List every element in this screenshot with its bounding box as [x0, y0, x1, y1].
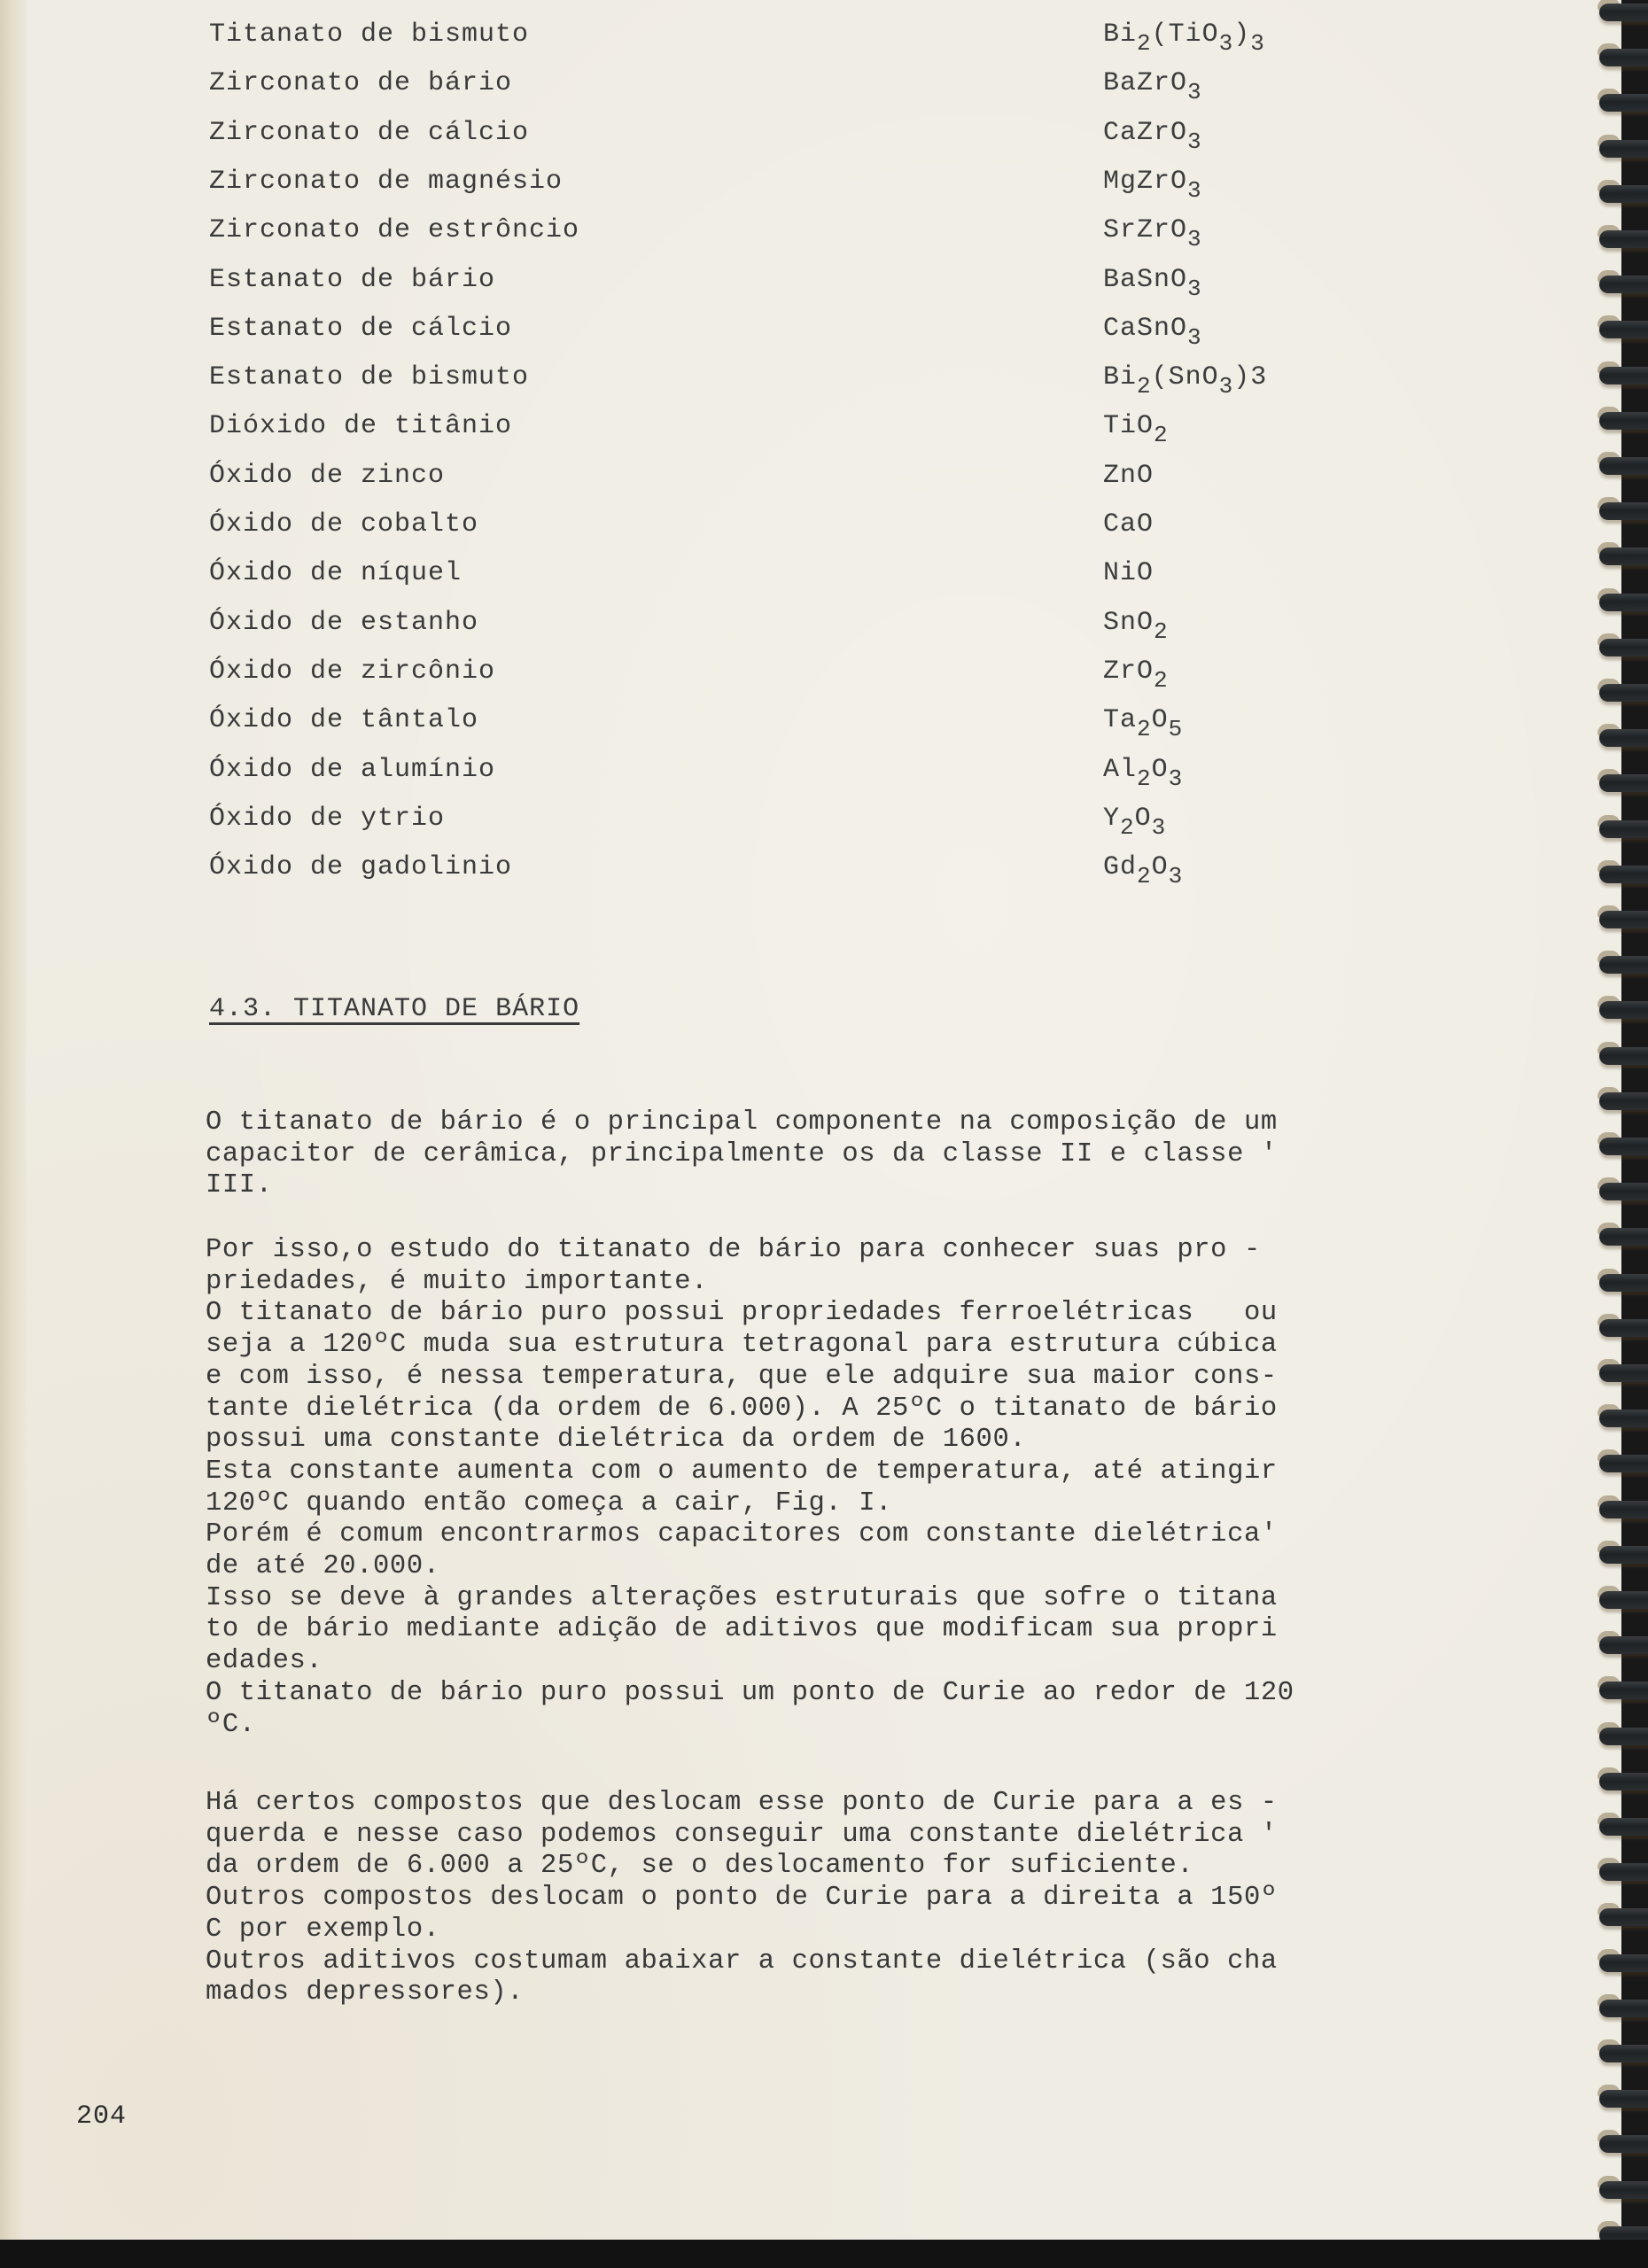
- formula-subscript: 2: [1137, 765, 1152, 792]
- formula-part: ZnO: [1103, 460, 1154, 491]
- binding-coil: [1599, 594, 1648, 611]
- compound-name: Dióxido de titânio: [209, 411, 513, 442]
- binding-coil: [1599, 1546, 1648, 1564]
- compound-name: Óxido de níquel: [209, 558, 463, 589]
- paragraph-line: mados depressores).: [206, 1977, 525, 2008]
- compound-formula: [1103, 558, 1154, 588]
- formula-part: Y: [1103, 803, 1121, 834]
- binding-coil: [1599, 2000, 1648, 2017]
- binding-coil: [1599, 1954, 1648, 1972]
- formula-part: CaSnO: [1103, 313, 1188, 344]
- compound-name: Zirconato de estrôncio: [209, 215, 580, 246]
- compound-name: Estanato de bário: [209, 264, 496, 295]
- binding-coil: [1599, 1728, 1648, 1745]
- binding-coil: [1599, 1455, 1648, 1472]
- paragraph-line: Outros aditivos costumam abaixar a constante dielétrica (são cha: [206, 1946, 1278, 1977]
- compound-formula: [1103, 264, 1202, 302]
- spiral-binding-spine: [1621, 0, 1648, 2268]
- paragraph-line: ºC.: [206, 1709, 256, 1740]
- compound-formula: [1103, 803, 1167, 841]
- binding-coil: [1599, 4, 1648, 21]
- binding-coil: [1599, 185, 1648, 203]
- paragraph-line: O titanato de bário puro possui propriedades ferroelétricas ou: [206, 1298, 1278, 1329]
- binding-coil: [1599, 1636, 1648, 1654]
- binding-coil: [1599, 1501, 1648, 1518]
- compound-name: Zirconato de magnésio: [209, 166, 564, 197]
- binding-coil: [1599, 684, 1648, 702]
- compound-name: Óxido de alumínio: [209, 754, 496, 785]
- formula-part: NiO: [1103, 558, 1154, 589]
- paragraph-line: seja a 120ºC muda sua estrutura tetragonal para estrutura cúbica: [206, 1330, 1278, 1361]
- paragraph-line: tante dielétrica (da ordem de 6.000). A 25ºC o titanato de bário: [206, 1393, 1278, 1424]
- binding-coil: [1599, 2090, 1648, 2108]
- formula-part: CaZrO: [1103, 117, 1188, 148]
- formula-subscript: 2: [1137, 863, 1152, 890]
- paragraph-line: 120ºC quando então começa a cair, Fig. I.: [206, 1487, 893, 1518]
- binding-coil: [1599, 230, 1648, 248]
- paragraph-line: capacitor de cerâmica, principalmente os da classe II e classe ': [206, 1138, 1278, 1169]
- binding-coil: [1599, 49, 1648, 66]
- compound-name: Óxido de tântalo: [209, 705, 479, 736]
- compound-name: Óxido de ytrio: [209, 803, 446, 834]
- paragraph-line: O titanato de bário é o principal componente na composição de um: [206, 1107, 1278, 1138]
- formula-subscript: 2: [1154, 666, 1169, 694]
- binding-coil: [1599, 94, 1648, 112]
- binding-coil: [1599, 1228, 1648, 1246]
- binding-coil: [1599, 866, 1648, 883]
- section-number: 4.3.: [209, 994, 277, 1024]
- binding-coil: [1599, 367, 1648, 384]
- formula-subscript: 3: [1187, 79, 1202, 106]
- formula-part: CaO: [1103, 509, 1154, 540]
- page-number: 204: [76, 2101, 128, 2132]
- scan-background-bottom: [0, 2240, 1648, 2268]
- formula-subscript: 3: [1151, 813, 1167, 841]
- formula-subscript: 3: [1218, 373, 1234, 400]
- binding-coil: [1599, 1410, 1648, 1427]
- formula-part: O: [1151, 754, 1169, 785]
- formula-subscript: 3: [1187, 275, 1202, 302]
- compound-formula: [1103, 117, 1202, 155]
- formula-subscript: 5: [1168, 716, 1184, 743]
- paragraph-line: O titanato de bário puro possui um ponto de Curie ao redor de 120: [206, 1677, 1294, 1708]
- formula-part: O: [1134, 803, 1152, 834]
- compound-formula: [1103, 411, 1169, 449]
- formula-part: O: [1151, 705, 1169, 736]
- paragraph-line: Porém é comum encontrarmos capacitores com constante dielétrica': [206, 1519, 1278, 1550]
- formula-subscript: 2: [1137, 30, 1152, 57]
- binding-coil: [1599, 639, 1648, 656]
- formula-subscript: 2: [1137, 716, 1152, 743]
- compound-name: Zirconato de bário: [209, 68, 513, 99]
- formula-part: O: [1151, 852, 1169, 883]
- formula-subscript: 3: [1168, 765, 1184, 792]
- formula-subscript: 2: [1137, 373, 1152, 400]
- page-edge: [0, 0, 27, 2241]
- binding-coil: [1599, 729, 1648, 747]
- paragraph-line: de até 20.000.: [206, 1551, 440, 1581]
- formula-part: )3: [1233, 362, 1268, 393]
- formula-part: (TiO: [1151, 19, 1219, 50]
- binding-coil: [1599, 911, 1648, 928]
- formula-part: Al: [1103, 754, 1138, 785]
- binding-coil: [1599, 1047, 1648, 1065]
- paragraph-line: da ordem de 6.000 a 25ºC, se o deslocamento for suficiente.: [206, 1851, 1194, 1882]
- formula-part: SnO: [1103, 607, 1154, 638]
- binding-coil: [1599, 1001, 1648, 1019]
- formula-part: Gd: [1103, 852, 1138, 883]
- compound-formula: [1103, 362, 1268, 400]
- binding-coil: [1599, 321, 1648, 338]
- compound-formula: [1103, 509, 1154, 540]
- compound-formula: [1103, 852, 1184, 890]
- binding-coil: [1599, 1364, 1648, 1382]
- binding-coil: [1599, 1092, 1648, 1110]
- paragraph-line: querda e nesse caso podemos conseguir uma constante dielétrica ': [206, 1819, 1278, 1850]
- compound-formula: [1103, 313, 1202, 351]
- binding-coil: [1599, 2045, 1648, 2062]
- paragraph-line: edades.: [206, 1646, 323, 1677]
- binding-coil: [1599, 956, 1648, 974]
- compound-formula: [1103, 607, 1169, 645]
- binding-coil: [1599, 774, 1648, 792]
- paragraph-line: Isso se deve à grandes alterações estruturais que sofre o titana: [206, 1582, 1278, 1613]
- formula-subscript: 2: [1120, 813, 1135, 841]
- binding-coil: [1599, 1183, 1648, 1200]
- formula-subscript: 3: [1187, 128, 1202, 155]
- formula-part: ): [1233, 19, 1251, 50]
- formula-subscript: 2: [1154, 422, 1169, 449]
- compound-formula: [1103, 215, 1202, 253]
- formula-part: SrZrO: [1103, 215, 1188, 246]
- binding-coil: [1599, 1863, 1648, 1881]
- binding-coil: [1599, 276, 1648, 293]
- binding-coil: [1599, 1908, 1648, 1926]
- formula-part: Bi: [1103, 19, 1138, 50]
- paragraph-line: Há certos compostos que deslocam esse ponto de Curie para a es -: [206, 1788, 1278, 1818]
- compound-formula: [1103, 19, 1265, 57]
- formula-part: BaZrO: [1103, 68, 1188, 99]
- formula-part: (SnO: [1151, 362, 1219, 393]
- compound-name: Titanato de bismuto: [209, 19, 530, 50]
- compound-name: Zirconato de cálcio: [209, 117, 530, 148]
- formula-part: Bi: [1103, 362, 1138, 393]
- binding-coil: [1599, 1319, 1648, 1337]
- compound-formula: [1103, 656, 1169, 694]
- compound-formula: [1103, 68, 1202, 106]
- compound-name: Óxido de zinco: [209, 460, 446, 491]
- compound-name: Óxido de cobalto: [209, 509, 479, 540]
- compound-name: Estanato de bismuto: [209, 362, 530, 393]
- paragraph-line: to de bário mediante adição de aditivos que modificam sua propri: [206, 1614, 1278, 1645]
- formula-subscript: 3: [1250, 30, 1265, 57]
- compound-name: Óxido de zircônio: [209, 656, 496, 687]
- paragraph-line: possui uma constante dielétrica da ordem de 1600.: [206, 1425, 1027, 1456]
- section-title: TITANATO DE BÁRIO: [293, 994, 580, 1024]
- paragraph-line: III.: [206, 1170, 273, 1201]
- paragraph-line: Por isso,o estudo do titanato de bário para conhecer suas pro -: [206, 1235, 1261, 1265]
- paragraph-line: e com isso, é nessa temperatura, que ele adquire sua maior cons-: [206, 1361, 1278, 1392]
- formula-subscript: 3: [1187, 323, 1202, 351]
- binding-coil: [1599, 2181, 1648, 2199]
- binding-coil: [1599, 820, 1648, 838]
- compound-formula: [1103, 461, 1154, 491]
- formula-part: BaSnO: [1103, 264, 1188, 295]
- binding-coil: [1599, 412, 1648, 430]
- formula-subscript: 3: [1187, 176, 1202, 204]
- compound-formula: [1103, 754, 1184, 792]
- compound-name: Estanato de cálcio: [209, 313, 513, 344]
- formula-subscript: 2: [1154, 617, 1169, 645]
- formula-part: Ta: [1103, 705, 1138, 736]
- binding-coil: [1599, 1773, 1648, 1790]
- compound-name: Óxido de gadolinio: [209, 852, 513, 883]
- formula-subscript: 3: [1168, 863, 1184, 890]
- binding-coil: [1599, 1682, 1648, 1699]
- binding-coil: [1599, 502, 1648, 520]
- binding-coil: [1599, 1818, 1648, 1836]
- compound-formula: [1103, 705, 1184, 743]
- binding-coil: [1599, 1591, 1648, 1609]
- binding-coil: [1599, 1274, 1648, 1292]
- formula-part: ZrO: [1103, 656, 1154, 687]
- section-heading: [209, 994, 579, 1024]
- formula-part: TiO: [1103, 411, 1154, 442]
- formula-subscript: 3: [1218, 30, 1234, 57]
- binding-coil: [1599, 2135, 1648, 2153]
- compound-formula: [1103, 166, 1202, 204]
- formula-part: MgZrO: [1103, 166, 1188, 197]
- paragraph-line: Outros compostos deslocam o ponto de Curie para a direita a 150º: [206, 1883, 1278, 1914]
- formula-subscript: 3: [1187, 226, 1202, 253]
- paragraph-line: Esta constante aumenta com o aumento de temperatura, até atingir: [206, 1456, 1278, 1487]
- compound-name: Óxido de estanho: [209, 607, 479, 638]
- binding-coil: [1599, 548, 1648, 565]
- binding-coil: [1599, 140, 1648, 158]
- paragraph-line: priedades, é muito importante.: [206, 1266, 709, 1297]
- paragraph-line: C por exemplo.: [206, 1914, 440, 1945]
- binding-coil: [1599, 1138, 1648, 1155]
- binding-coil: [1599, 457, 1648, 475]
